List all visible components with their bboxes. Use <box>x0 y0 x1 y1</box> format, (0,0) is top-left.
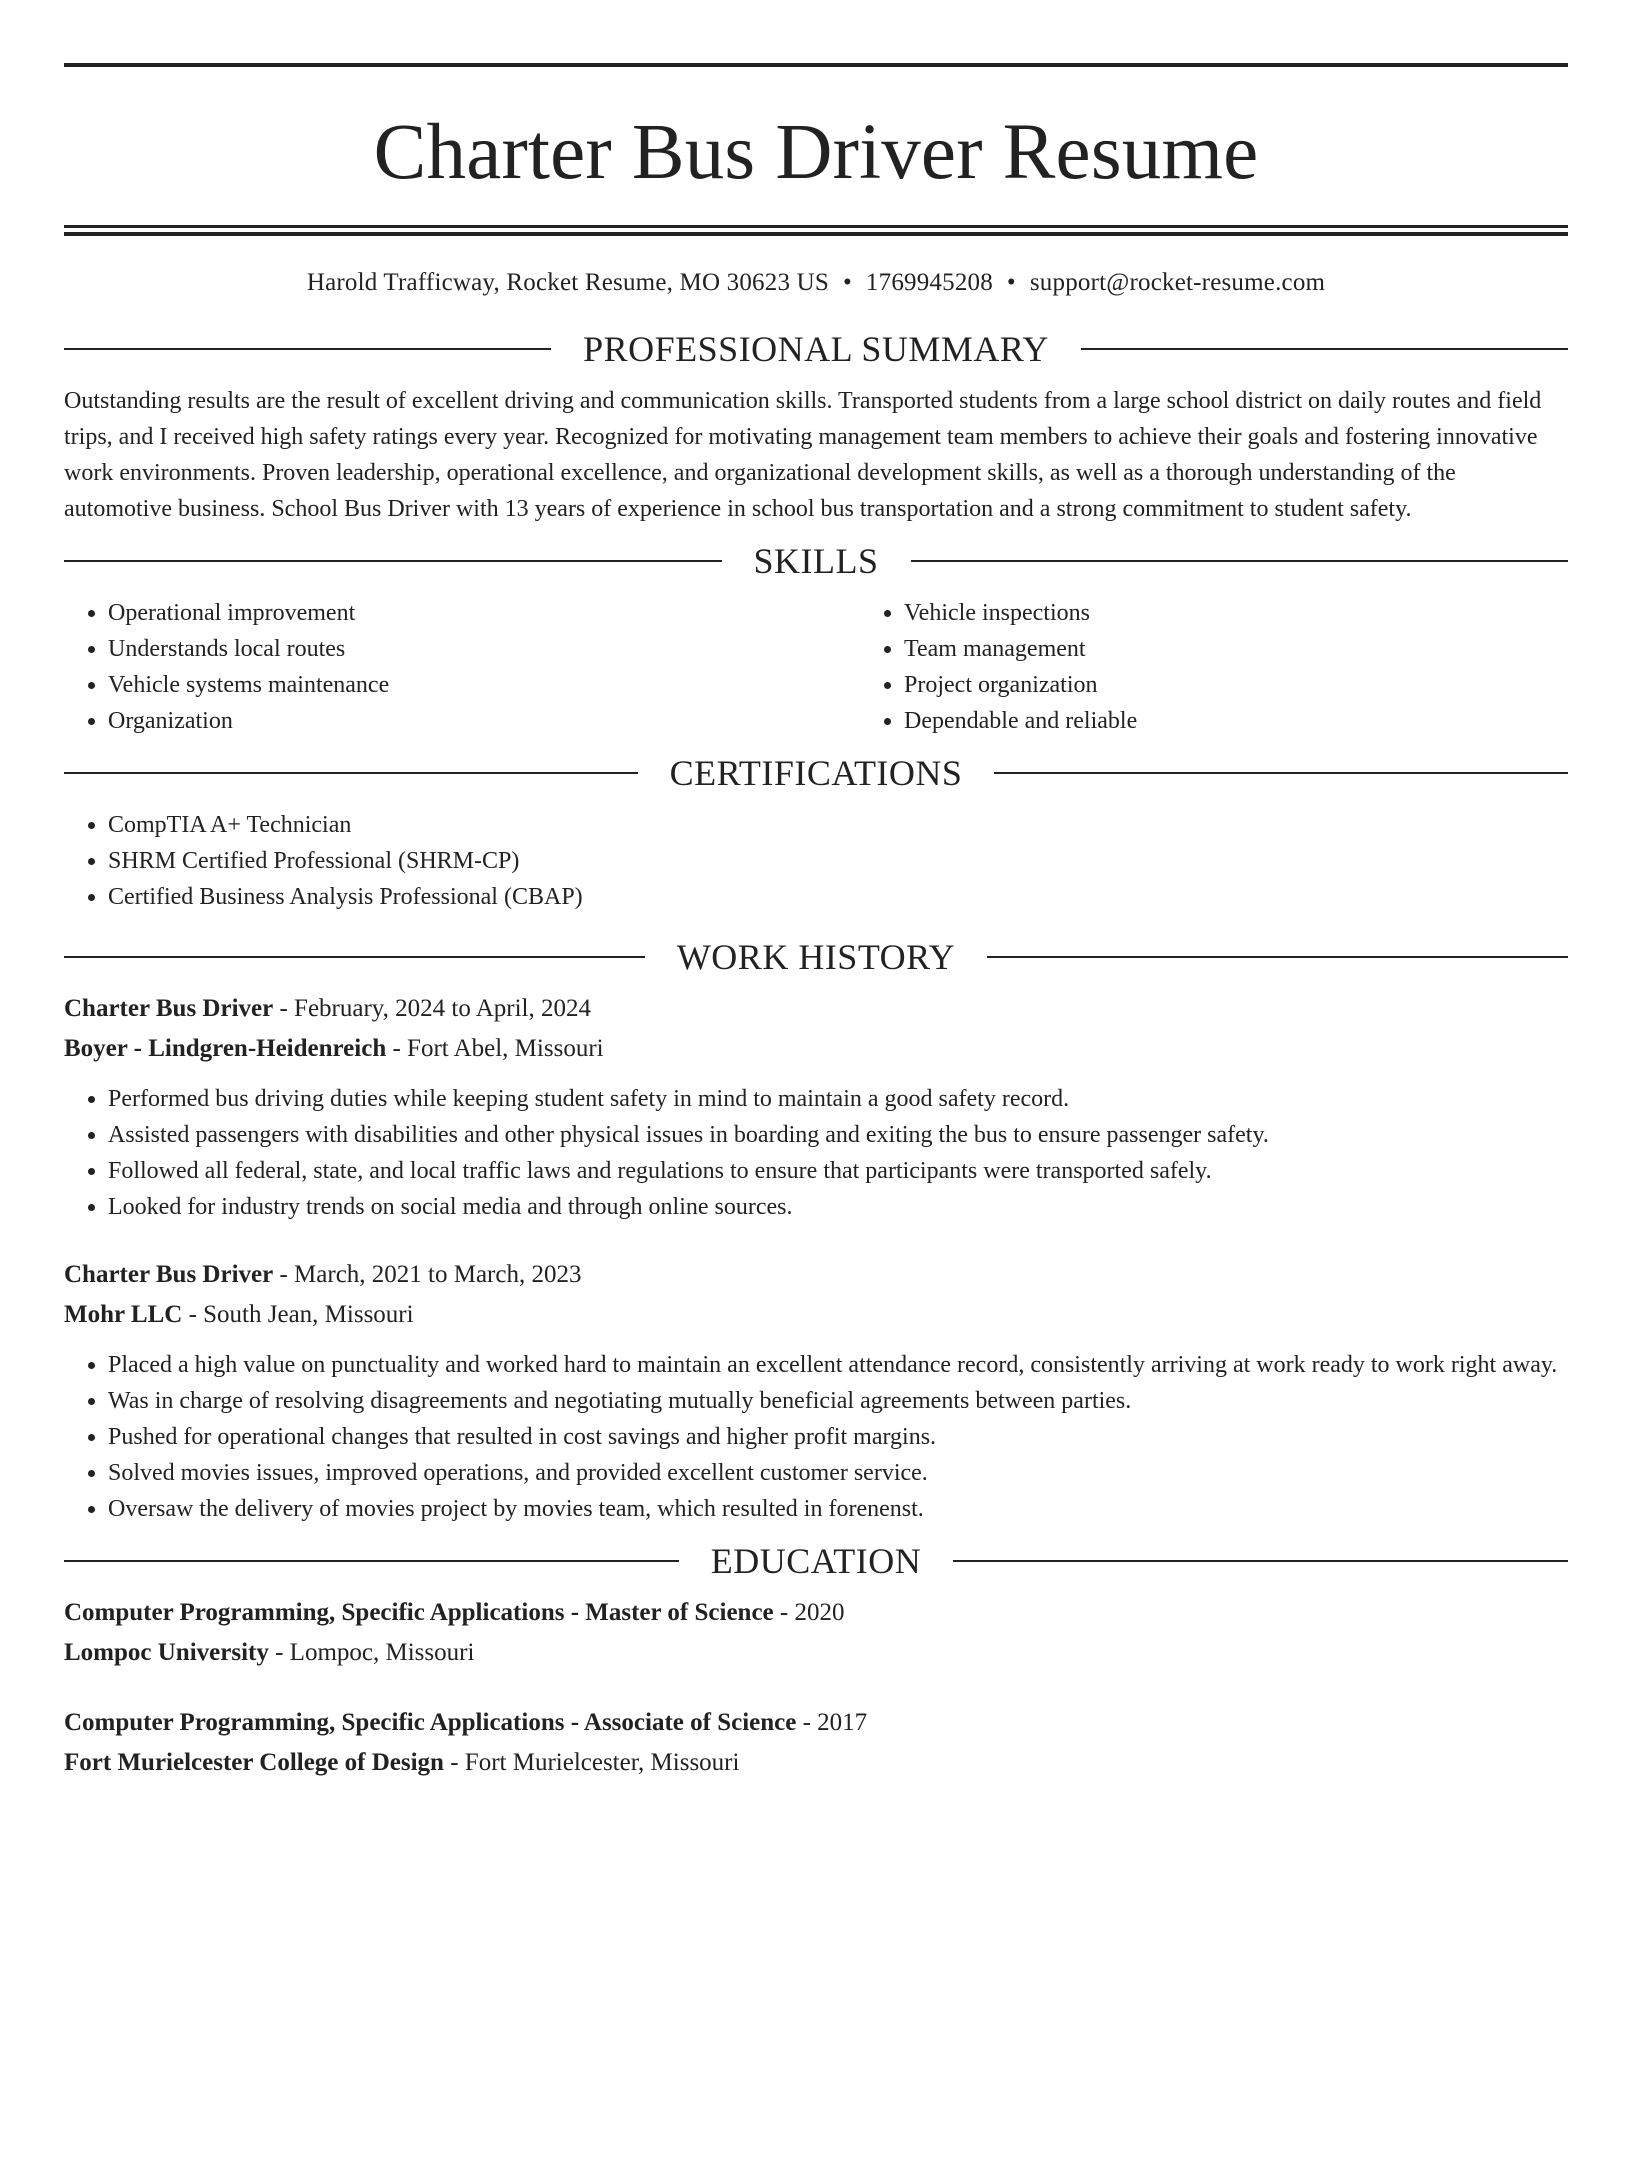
skills-list-left <box>64 595 860 739</box>
divider-line <box>64 348 551 350</box>
contact-line <box>64 267 1568 299</box>
education-school-line <box>64 1633 1568 1673</box>
education-year: - 2017 <box>796 1709 868 1736</box>
page-title: Charter Bus Driver Resume <box>373 109 1259 196</box>
education-location: - Fort Murielcester, Missouri <box>443 1749 740 1776</box>
list-item: • Understands local routes <box>108 631 860 667</box>
skills-grid <box>64 595 1568 739</box>
education-school-line <box>64 1743 1568 1783</box>
divider-line <box>911 560 1569 562</box>
certifications-heading <box>64 751 1568 795</box>
skills-heading <box>64 539 1568 583</box>
list-item: • Placed a high value on punctuality and worked hard to maintain an excellent attendance record, consistently arriving at work ready to work right away. <box>108 1347 1568 1383</box>
contact-phone: 1769945208 <box>865 269 993 296</box>
list-item: • Certified Business Analysis Professional (CBAP) <box>108 879 1568 915</box>
summary-text: Outstanding results are the result of excellent driving and communication skills. Transported students from a large school district on daily routes and field trips, and I received high safety ratings every year. Recognized for motivating management team members to achieve their goals and fostering innovative work environments. Proven leadership, operational excellence, and organizational development skills, as well as a thorough understanding of the automotive business. School Bus Driver with 13 years of experience in school bus transportation and a strong commitment to student safety. <box>64 388 1542 522</box>
list-item: • Operational improvement <box>108 595 860 631</box>
list-item: • Project organization <box>904 667 1632 703</box>
list-item: • CompTIA A+ Technician <box>108 807 1568 843</box>
job-title: Charter Bus Driver <box>64 1261 274 1288</box>
list-item: • Solved movies issues, improved operations, and provided excellent customer service. <box>108 1455 1568 1491</box>
list-item: • Vehicle inspections <box>904 595 1632 631</box>
divider-line <box>64 772 638 774</box>
list-item: • SHRM Certified Professional (SHRM-CP) <box>108 843 1568 879</box>
job-location: - South Jean, Missouri <box>182 1301 414 1328</box>
job-title: Charter Bus Driver <box>64 995 274 1022</box>
education-entry <box>64 1593 1568 1673</box>
certifications-list <box>64 807 1568 915</box>
job-bullets <box>64 1081 1568 1225</box>
divider-line <box>987 956 1568 958</box>
certifications-heading-label: CERTIFICATIONS <box>669 753 963 793</box>
divider-line <box>953 1560 1568 1562</box>
education-school: Fort Murielcester College of Design <box>64 1749 444 1776</box>
divider-line <box>64 956 645 958</box>
job-company: Boyer - Lindgren-Heidenreich <box>64 1035 387 1062</box>
summary-heading-label: PROFESSIONAL SUMMARY <box>583 329 1049 369</box>
work-history-heading-label: WORK HISTORY <box>676 937 956 977</box>
education-heading-label: EDUCATION <box>710 1541 922 1581</box>
job-entry <box>64 1255 1568 1527</box>
job-company: Mohr LLC <box>64 1301 183 1328</box>
divider-line <box>64 1560 679 1562</box>
job-location: - Fort Abel, Missouri <box>386 1035 604 1062</box>
job-company-line <box>64 1029 1568 1069</box>
education-year: - 2020 <box>773 1599 845 1626</box>
education-heading <box>64 1539 1568 1583</box>
list-item: • Looked for industry trends on social media and through online sources. <box>108 1189 1568 1225</box>
skills-heading-label: SKILLS <box>753 541 879 581</box>
divider-line <box>994 772 1568 774</box>
education-school: Lompoc University <box>64 1639 269 1666</box>
list-item: • Team management <box>904 631 1632 667</box>
list-item: • Assisted passengers with disabilities and other physical issues in boarding and exiting the bus to ensure passenger safety. <box>108 1117 1568 1153</box>
job-dates: - February, 2024 to April, 2024 <box>273 995 592 1022</box>
title-double-rule <box>64 225 1568 236</box>
education-location: - Lompoc, Missouri <box>268 1639 475 1666</box>
education-degree: Computer Programming, Specific Applications - Master of Science <box>64 1599 774 1626</box>
education-degree-line <box>64 1703 1568 1743</box>
contact-email[interactable]: support@rocket-resume.com <box>1029 269 1326 296</box>
contact-separator: • <box>842 269 852 296</box>
list-item: • Was in charge of resolving disagreements and negotiating mutually beneficial agreements between parties. <box>108 1383 1568 1419</box>
job-title-line <box>64 1255 1568 1295</box>
list-item: • Pushed for operational changes that resulted in cost savings and higher profit margins. <box>108 1419 1568 1455</box>
job-bullets <box>64 1347 1568 1527</box>
job-dates: - March, 2021 to March, 2023 <box>273 1261 582 1288</box>
job-title-line <box>64 989 1568 1029</box>
list-item: • Performed bus driving duties while keeping student safety in mind to maintain a good safety record. <box>108 1081 1568 1117</box>
job-company-line <box>64 1295 1568 1335</box>
education-entry <box>64 1703 1568 1783</box>
education-degree-line <box>64 1593 1568 1633</box>
contact-address: Harold Trafficway, Rocket Resume, MO 30623 US <box>306 269 829 296</box>
job-entry <box>64 989 1568 1225</box>
list-item: • Organization <box>108 703 860 739</box>
summary-heading <box>64 327 1568 371</box>
skills-list-right <box>860 595 1632 739</box>
resume-page <box>0 63 1632 2175</box>
education-degree: Computer Programming, Specific Applications - Associate of Science <box>64 1709 797 1736</box>
list-item: • Oversaw the delivery of movies project by movies team, which resulted in forenenst. <box>108 1491 1568 1527</box>
list-item: • Vehicle systems maintenance <box>108 667 860 703</box>
top-rule <box>64 63 1568 67</box>
list-item: • Dependable and reliable <box>904 703 1632 739</box>
divider-line <box>1081 348 1568 350</box>
divider-line <box>64 560 722 562</box>
work-history-heading <box>64 935 1568 979</box>
list-item: • Followed all federal, state, and local traffic laws and regulations to ensure that participants were transported safely. <box>108 1153 1568 1189</box>
contact-separator: • <box>1006 269 1016 296</box>
